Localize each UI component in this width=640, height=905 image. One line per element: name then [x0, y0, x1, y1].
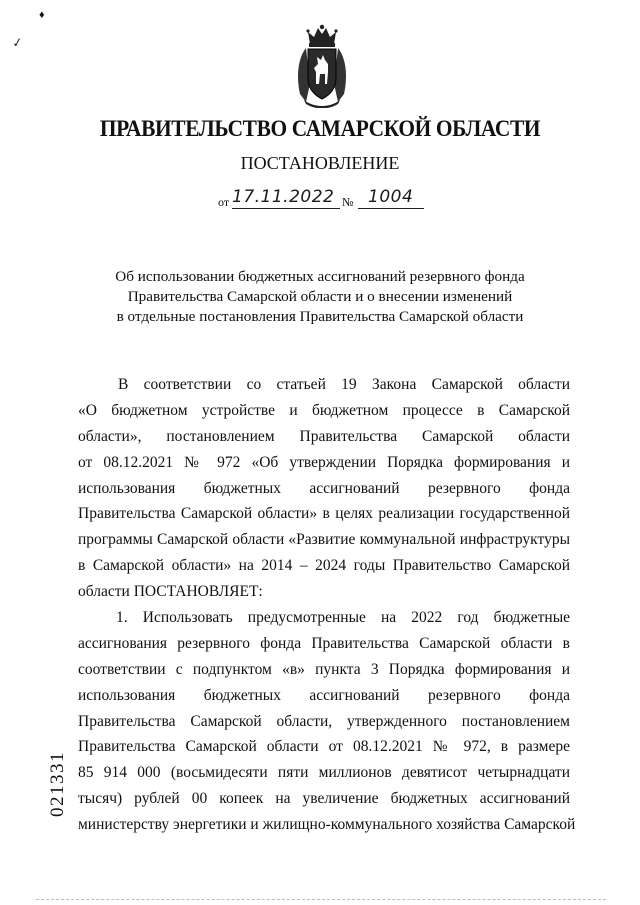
document-date: 17.11.2022 [232, 187, 335, 207]
subject-line: в отдельные постановления Правительства Самарской области [116, 308, 524, 325]
number-underline [358, 208, 424, 209]
body-line: Правительства Самарской области, утвержденного постановлением [78, 712, 570, 730]
body-line: области ПОСТАНОВЛЯЕТ: [78, 583, 263, 601]
body-line: Правительства Самарской области» в целях реализации государственной [78, 505, 570, 523]
body-line: программы Самарской области «Развитие коммунальной инфраструктуры [78, 531, 570, 549]
document-number: 1004 [368, 187, 414, 207]
number-sign: № [342, 195, 354, 209]
body-line: использования бюджетных ассигнований резервного фонда [78, 479, 570, 497]
body-line: 85 914 000 (восьмидесяти пяти миллионов девятисот четырнадцати [78, 764, 570, 782]
body-line: 1. Использовать предусмотренные на 2022 год бюджетные [116, 609, 570, 627]
serial-number-text: 021331 [47, 751, 68, 817]
body-line: ассигнования резервного фонда Правительства Самарской области в [78, 634, 570, 652]
body-line: «О бюджетном устройстве и бюджетном процессе в Самарской [78, 401, 570, 419]
government-title: ПРАВИТЕЛЬСТВО САМАРСКОЙ ОБЛАСТИ [99, 116, 541, 141]
date-prefix: от [218, 195, 230, 209]
body-line: соответствии с подпунктом «в» пункта 3 Порядка формирования и [78, 660, 570, 678]
body-line: области», постановлением Правительства Самарской области [78, 427, 570, 445]
body-line: Правительства Самарской области от 08.12.2021 № 972, в размере [78, 738, 570, 756]
margin-serial-number [34, 748, 82, 820]
body-line: министерству энергетики и жилищно-коммунального хозяйства Самарской [78, 816, 576, 834]
body-line: тысяч) рублей 00 копеек на увеличение бюджетных ассигнований [78, 790, 570, 808]
date-underline [232, 208, 340, 209]
margin-check-mark: ✓ [10, 34, 25, 51]
page-bottom-edge [36, 899, 606, 902]
subject-line: Об использовании бюджетных ассигнований резервного фонда [115, 268, 525, 285]
document-subject [80, 267, 560, 327]
document-body [78, 372, 576, 838]
date-number-line [218, 187, 448, 215]
document-type: ПОСТАНОВЛЕНИЕ [240, 153, 400, 173]
body-line: от 08.12.2021 № 972 «Об утверждении Порядка формирования и [78, 453, 570, 471]
body-line: в Самарской области» на 2014 – 2024 годы Правительство Самарской [78, 557, 570, 575]
body-line: В соответствии со статьей 19 Закона Самарской области [118, 376, 570, 393]
body-line: использования бюджетных ассигнований резервного фонда [78, 686, 570, 704]
samara-coat-of-arms-icon [294, 24, 350, 108]
margin-dot-mark: ♦ [39, 9, 45, 21]
subject-line: Правительства Самарской области и о внесении изменений [127, 288, 513, 305]
